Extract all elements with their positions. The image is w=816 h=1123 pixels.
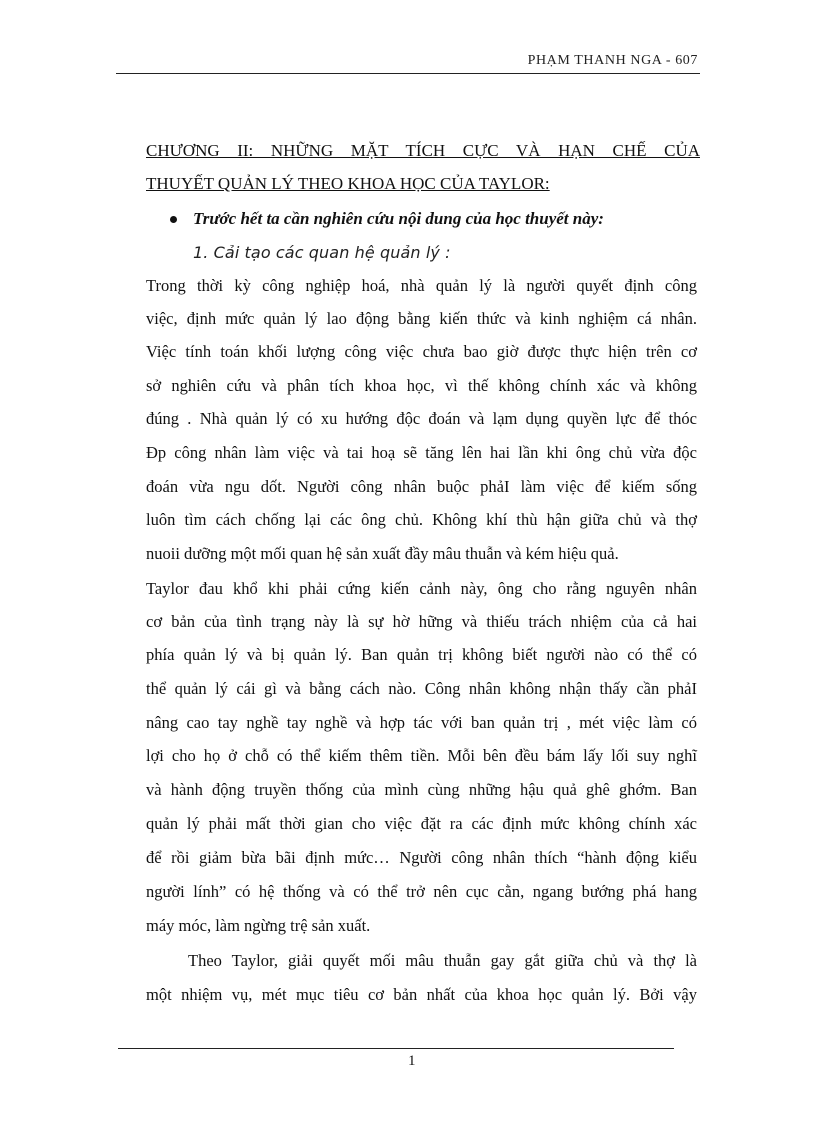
bullet-text: Trước hết ta cần nghiên cứu nội dung của học thuyết này:	[193, 209, 604, 228]
body-line: sở nghiên cứu và phân tích khoa học, vì thế không chính xác và không	[146, 376, 697, 395]
bullet-dot-icon	[170, 216, 177, 223]
body-line: Taylor đau khổ khi phải cứng kiến cảnh này, ông cho rằng nguyên nhân	[146, 579, 697, 598]
body-line: quản lý phải mất thời gian cho việc đặt ra các định mức không chính xác	[146, 814, 697, 833]
body-line: phía quản lý và bị quản lý. Ban quản trị không biết người nào có thể có	[146, 645, 697, 664]
body-line: thể quản lý cái gì và bằng cách nào. Công nhân không nhận thấy cần phảI	[146, 679, 697, 698]
running-header: PHẠM THANH NGA - 607	[527, 53, 698, 68]
chapter-title-line-2: THUYẾT QUẢN LÝ THEO KHOA HỌC CỦA TAYLOR:	[146, 174, 550, 193]
body-line: nuoii dưỡng một mối quan hệ sản xuất đầy mâu thuẫn và kém hiệu quả.	[146, 544, 619, 563]
body-line: luôn tìm cách chống lại các ông chủ. Không khí thù hận giữa chủ và thợ	[146, 510, 697, 529]
chapter-title-line-1: CHƯƠNG II: NHỮNG MẶT TÍCH CỰC VÀ HẠN CHẾ CỦA	[146, 141, 700, 160]
body-line-indented: Theo Taylor, giải quyết mối mâu thuẫn gay gắt giữa chủ và thợ là	[188, 951, 697, 970]
body-line: đúng . Nhà quản lý có xu hướng độc đoán và lạm dụng quyền lực để thóc	[146, 409, 697, 428]
body-line: và hành động truyền thống của mình cùng những hậu quả ghê ghớm. Ban	[146, 780, 697, 799]
body-line: việc, định mức quản lý lao động bằng kiến thức và kinh nghiệm cá nhân.	[146, 309, 697, 328]
body-line: máy móc, làm ngừng trệ sản xuất.	[146, 916, 371, 935]
body-line: cơ bản của tình trạng này là sự hờ hững và thiếu trách nhiệm của cả hai	[146, 612, 697, 631]
footer-rule	[118, 1048, 674, 1049]
body-line: đoán vừa ngu dốt. Người công nhân buộc phảI làm việc để kiếm sống	[146, 477, 697, 496]
body-line: Trong thời kỳ công nghiệp hoá, nhà quản lý là người quyết định công	[146, 276, 697, 295]
body-line: người lính” có hệ thống và có thể trở nên cục cằn, ngang bướng phá hang	[146, 882, 697, 901]
body-line: một nhiệm vụ, mét mục tiêu cơ bản nhất của khoa học quản lý. Bởi vậy	[146, 985, 697, 1004]
body-line: để rồi giảm bừa bãi định mức… Người công nhân thích “hành động kiểu	[146, 848, 697, 867]
page-number: 1	[408, 1053, 416, 1069]
subheading: 1. Cải tạo các quan hệ quản lý :	[193, 243, 451, 262]
body-line: Đp công nhân làm việc và tai hoạ sẽ tăng lên hai lần khi ông chủ vừa độc	[146, 443, 697, 462]
body-line: nâng cao tay nghề tay nghề và hợp tác với ban quản trị , mét việc làm có	[146, 713, 697, 732]
header-rule	[116, 73, 700, 74]
body-line: lợi cho họ ở chỗ có thể kiếm thêm tiền. Mỗi bên đều bám lấy lối suy nghĩ	[146, 746, 697, 765]
body-line: Việc tính toán khối lượng công việc chưa bao giờ được thực hiện trên cơ	[146, 342, 697, 361]
